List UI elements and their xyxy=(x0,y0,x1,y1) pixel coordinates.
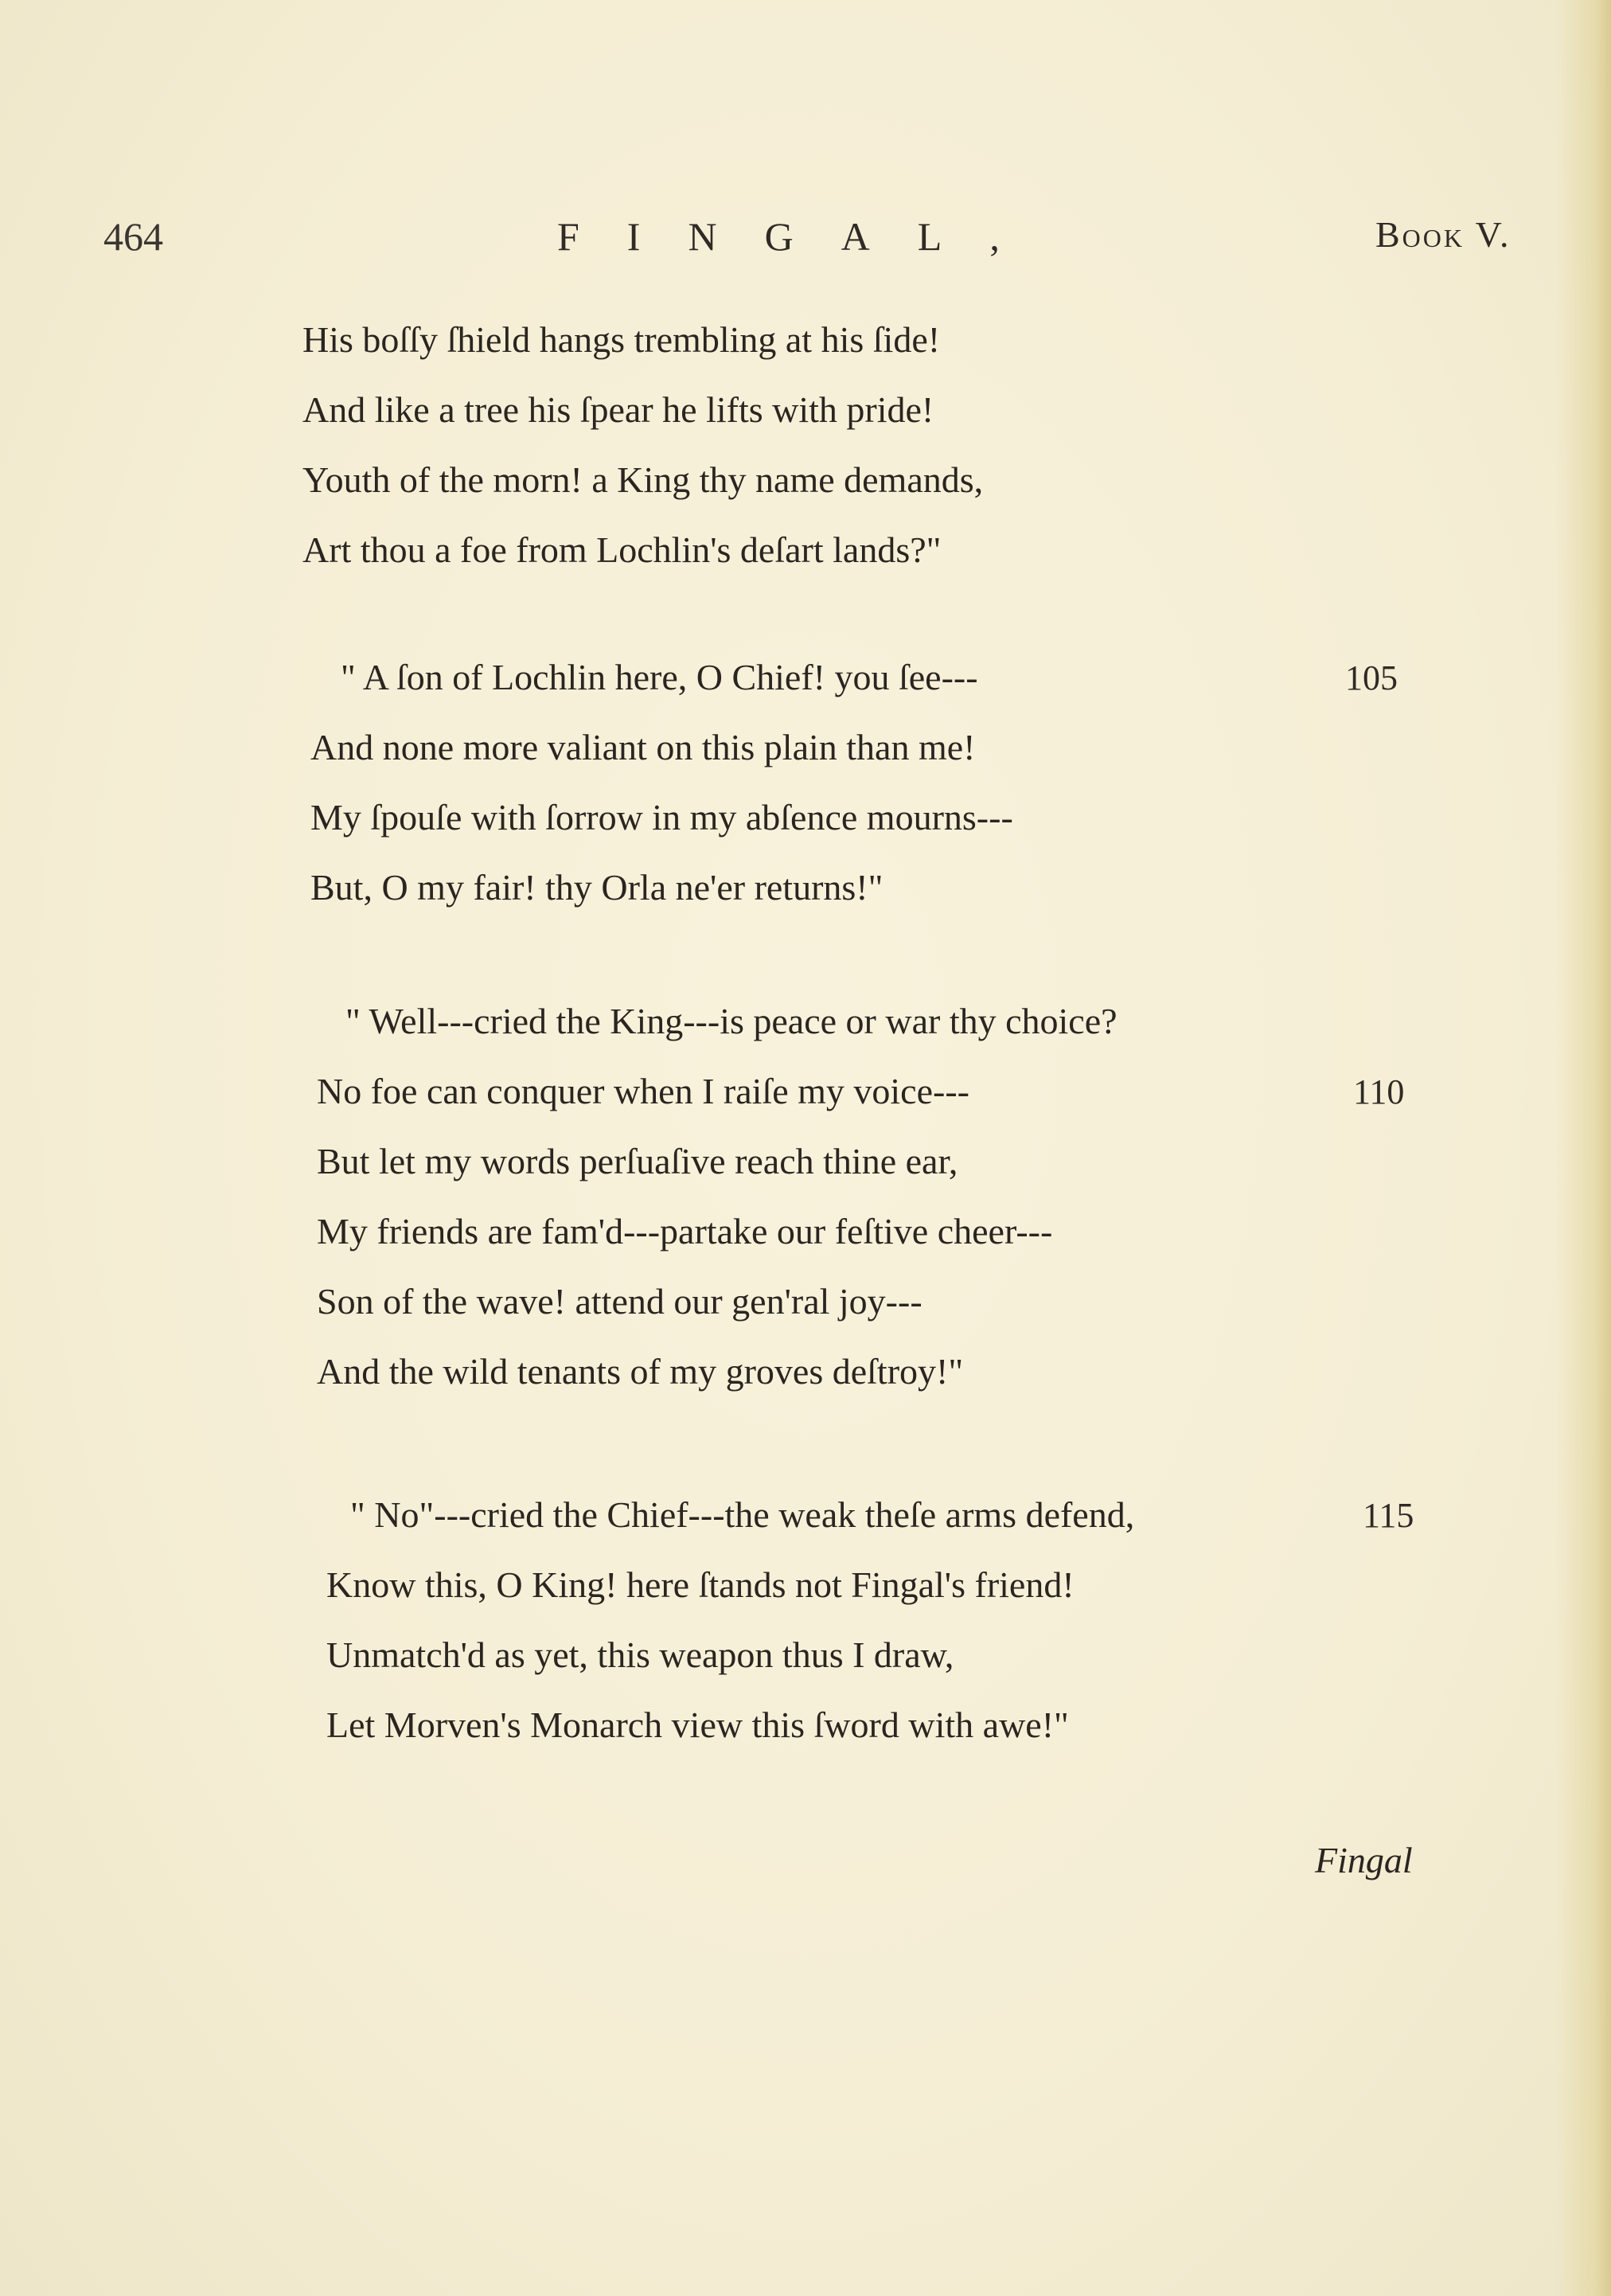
verse-line: " A ſon of Lochlin here, O Chief! you ſee--- xyxy=(341,657,978,697)
verse-line: Know this, O King! here ſtands not Fingal's friend! xyxy=(326,1564,1075,1605)
verse-line: No foe can conquer when I raiſe my voice--- xyxy=(317,1071,969,1111)
catchword: Fingal xyxy=(1315,1840,1413,1880)
verse-line: My friends are fam'd---partake our feſtive cheer--- xyxy=(317,1211,1053,1251)
verse-line: His boſſy ſhield hangs trembling at his ſide! xyxy=(302,319,941,360)
verse-line: Youth of the morn! a King thy name demands, xyxy=(302,459,984,500)
verse-line: Son of the wave! attend our gen'ral joy--- xyxy=(317,1281,923,1322)
verse-line: And like a tree his ſpear he lifts with pride! xyxy=(302,389,934,430)
verse-line: Art thou a foe from Lochlin's deſart lands?" xyxy=(302,529,942,570)
verse-line: But let my words perſuaſive reach thine ear, xyxy=(317,1141,958,1181)
line-number: 105 xyxy=(1345,658,1398,697)
verse-line: My ſpouſe with ſorrow in my abſence mourns--- xyxy=(310,797,1013,838)
page-number: 464 xyxy=(103,214,163,259)
book-label: Book V. xyxy=(1375,214,1512,255)
verse-line: And none more valiant on this plain than me! xyxy=(310,727,976,767)
verse-line: " Well---cried the King---is peace or war thy choice? xyxy=(345,1001,1118,1041)
verse-line: And the wild tenants of my groves deſtroy!" xyxy=(317,1351,964,1392)
verse-line: " No"---cried the Chief---the weak theſe arms defend, xyxy=(350,1494,1135,1535)
verse-line: But, O my fair! thy Orla ne'er returns!" xyxy=(310,867,884,908)
verse-line: Unmatch'd as yet, this weapon thus I draw, xyxy=(326,1634,954,1675)
verse-line: Let Morven's Monarch view this ſword with awe!" xyxy=(326,1704,1069,1745)
line-number: 115 xyxy=(1363,1496,1414,1535)
running-title: FINGAL, xyxy=(557,214,1047,259)
line-number: 110 xyxy=(1353,1072,1405,1111)
